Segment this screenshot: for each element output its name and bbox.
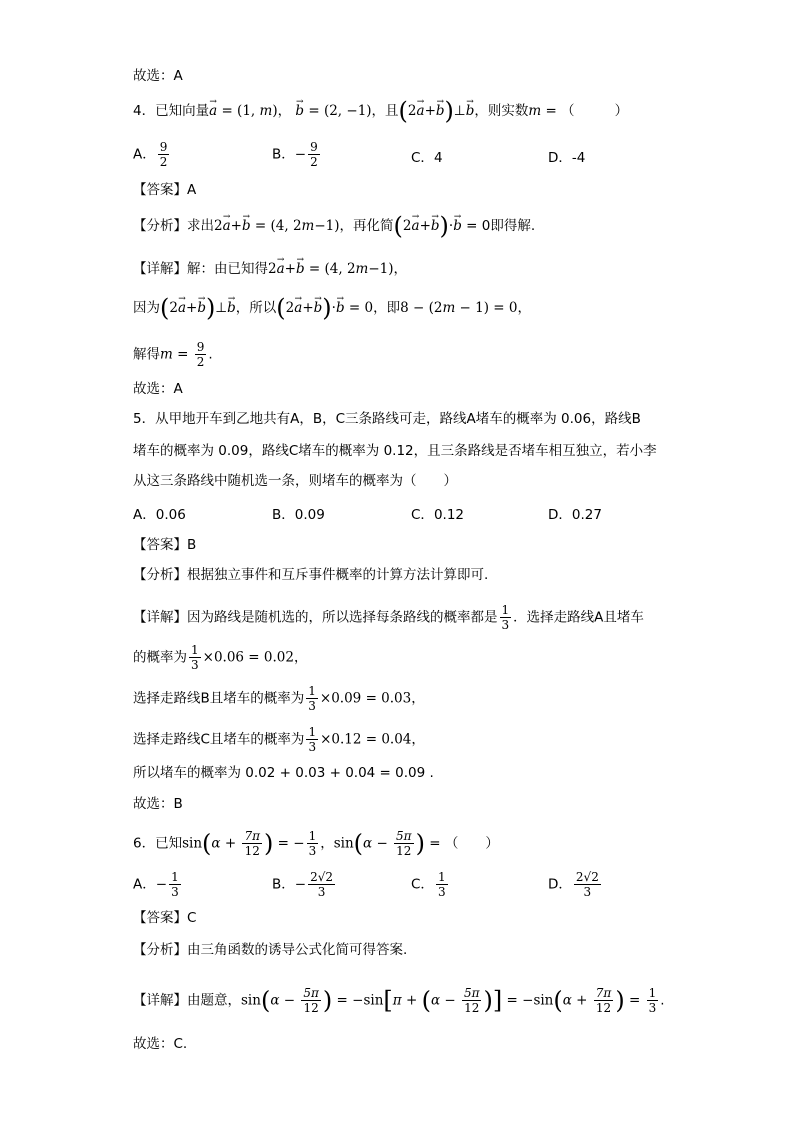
q6-option-d: D． $\frac{2√2}{3}$ [548,870,599,899]
q4-detail-1: 【详解】解：由已知得2→ a+→ b = (4, 2m−1)， [133,259,407,279]
q5-option-c: C．0.12 [411,507,464,523]
q4-stem: 4．已知向量→ a = (1, m)， → b = (2, −1)，且(2→ a+→ b)⊥→ b，则实数m = （ ） [133,101,628,121]
q5-answer: 【答案】B [133,537,197,553]
q4-detail-2: 因为(2→ a+→ b)⊥→ b，所以(2→ a+→ b)·→ b = 0，即8 − (2m − 1) = 0， [133,298,531,318]
q5-detail-1: 【详解】因为路线是随机选的，所以选择每条路线的概率都是 $\frac{1}{3}$ ．选择走路线A且堵车 [133,603,644,632]
q5-stem-line-2: 堵车的概率为 0.09，路线C堵车的概率为 0.12，且三条路线是否堵车相互独立，若小李 [133,443,657,459]
q5-detail-3: 选择走路线B且堵车的概率为 $\frac{1}{3}$ ×0.09 = 0.03， [133,684,425,713]
q4-option-a: A． $\frac{9}{2}$ [133,140,168,169]
q6-option-c: C． $\frac{1}{3}$ [411,870,446,899]
q6-analysis: 【分析】由三角函数的诱导公式化简可得答案. [133,942,408,958]
q5-detail-2: 的概率为 $\frac{1}{3}$ ×0.06 = 0.02， [133,643,308,672]
q5-stem-line-3: 从这三条路线中随机选一条，则堵车的概率为（ ） [133,473,457,489]
q5-stem-line-1: 5．从甲地开车到乙地共有A，B，C三条路线可走，路线A堵车的概率为 0.06，路线B [133,411,641,427]
q6-option-a: A．− $\frac{1}{3}$ [133,870,179,899]
q6-stem: 6．已知sin(α + $\frac{7\pi}{12}$ ) = − $\frac{1}{3}$ ，sin(α − $\frac{5\pi}{12}$ ) = （ ） [133,829,499,858]
q5-detail-5: 所以堵车的概率为 0.02 + 0.03 + 0.04 = 0.09 . [133,765,434,781]
q4-option-b: B．− $\frac{9}{2}$ [272,140,318,169]
q6-detail: 【详解】由题意，sin(α − $\frac{5\pi}{12}$ ) = −sin[π + (α − $\frac{5\pi}{12}$ )] = −sin(α + $\frac{7\pi}{12}$ ) = $\frac{1}{3}$ . [133,986,665,1015]
q4-answer: 【答案】A [133,182,197,198]
q4-analysis: 【分析】求出2→ a+→ b = (4, 2m−1)，再化简(2→ a+→ b)·→ b = 0即得解. [133,216,535,236]
q6-option-b: B．− $\frac{2√2}{3}$ [272,870,333,899]
q5-detail-4: 选择走路线C且堵车的概率为 $\frac{1}{3}$ ×0.12 = 0.04， [133,725,425,754]
q5-option-a: A．0.06 [133,507,186,523]
q3-conclusion: 故选：A [133,68,183,84]
q5-option-b: B．0.09 [272,507,325,523]
q6-conclusion: 故选：C. [133,1036,188,1052]
q5-option-d: D．0.27 [548,507,602,523]
q4-option-d: D．-4 [548,150,586,166]
q5-analysis: 【分析】根据独立事件和互斥事件概率的计算方法计算即可. [133,567,489,583]
q4-option-c: C．4 [411,150,443,166]
q4-conclusion: 故选：A [133,381,183,397]
q6-answer: 【答案】C [133,910,197,926]
q4-detail-3: 解得m = $\frac{9}{2}$ . [133,340,213,369]
q5-conclusion: 故选：B [133,796,183,812]
